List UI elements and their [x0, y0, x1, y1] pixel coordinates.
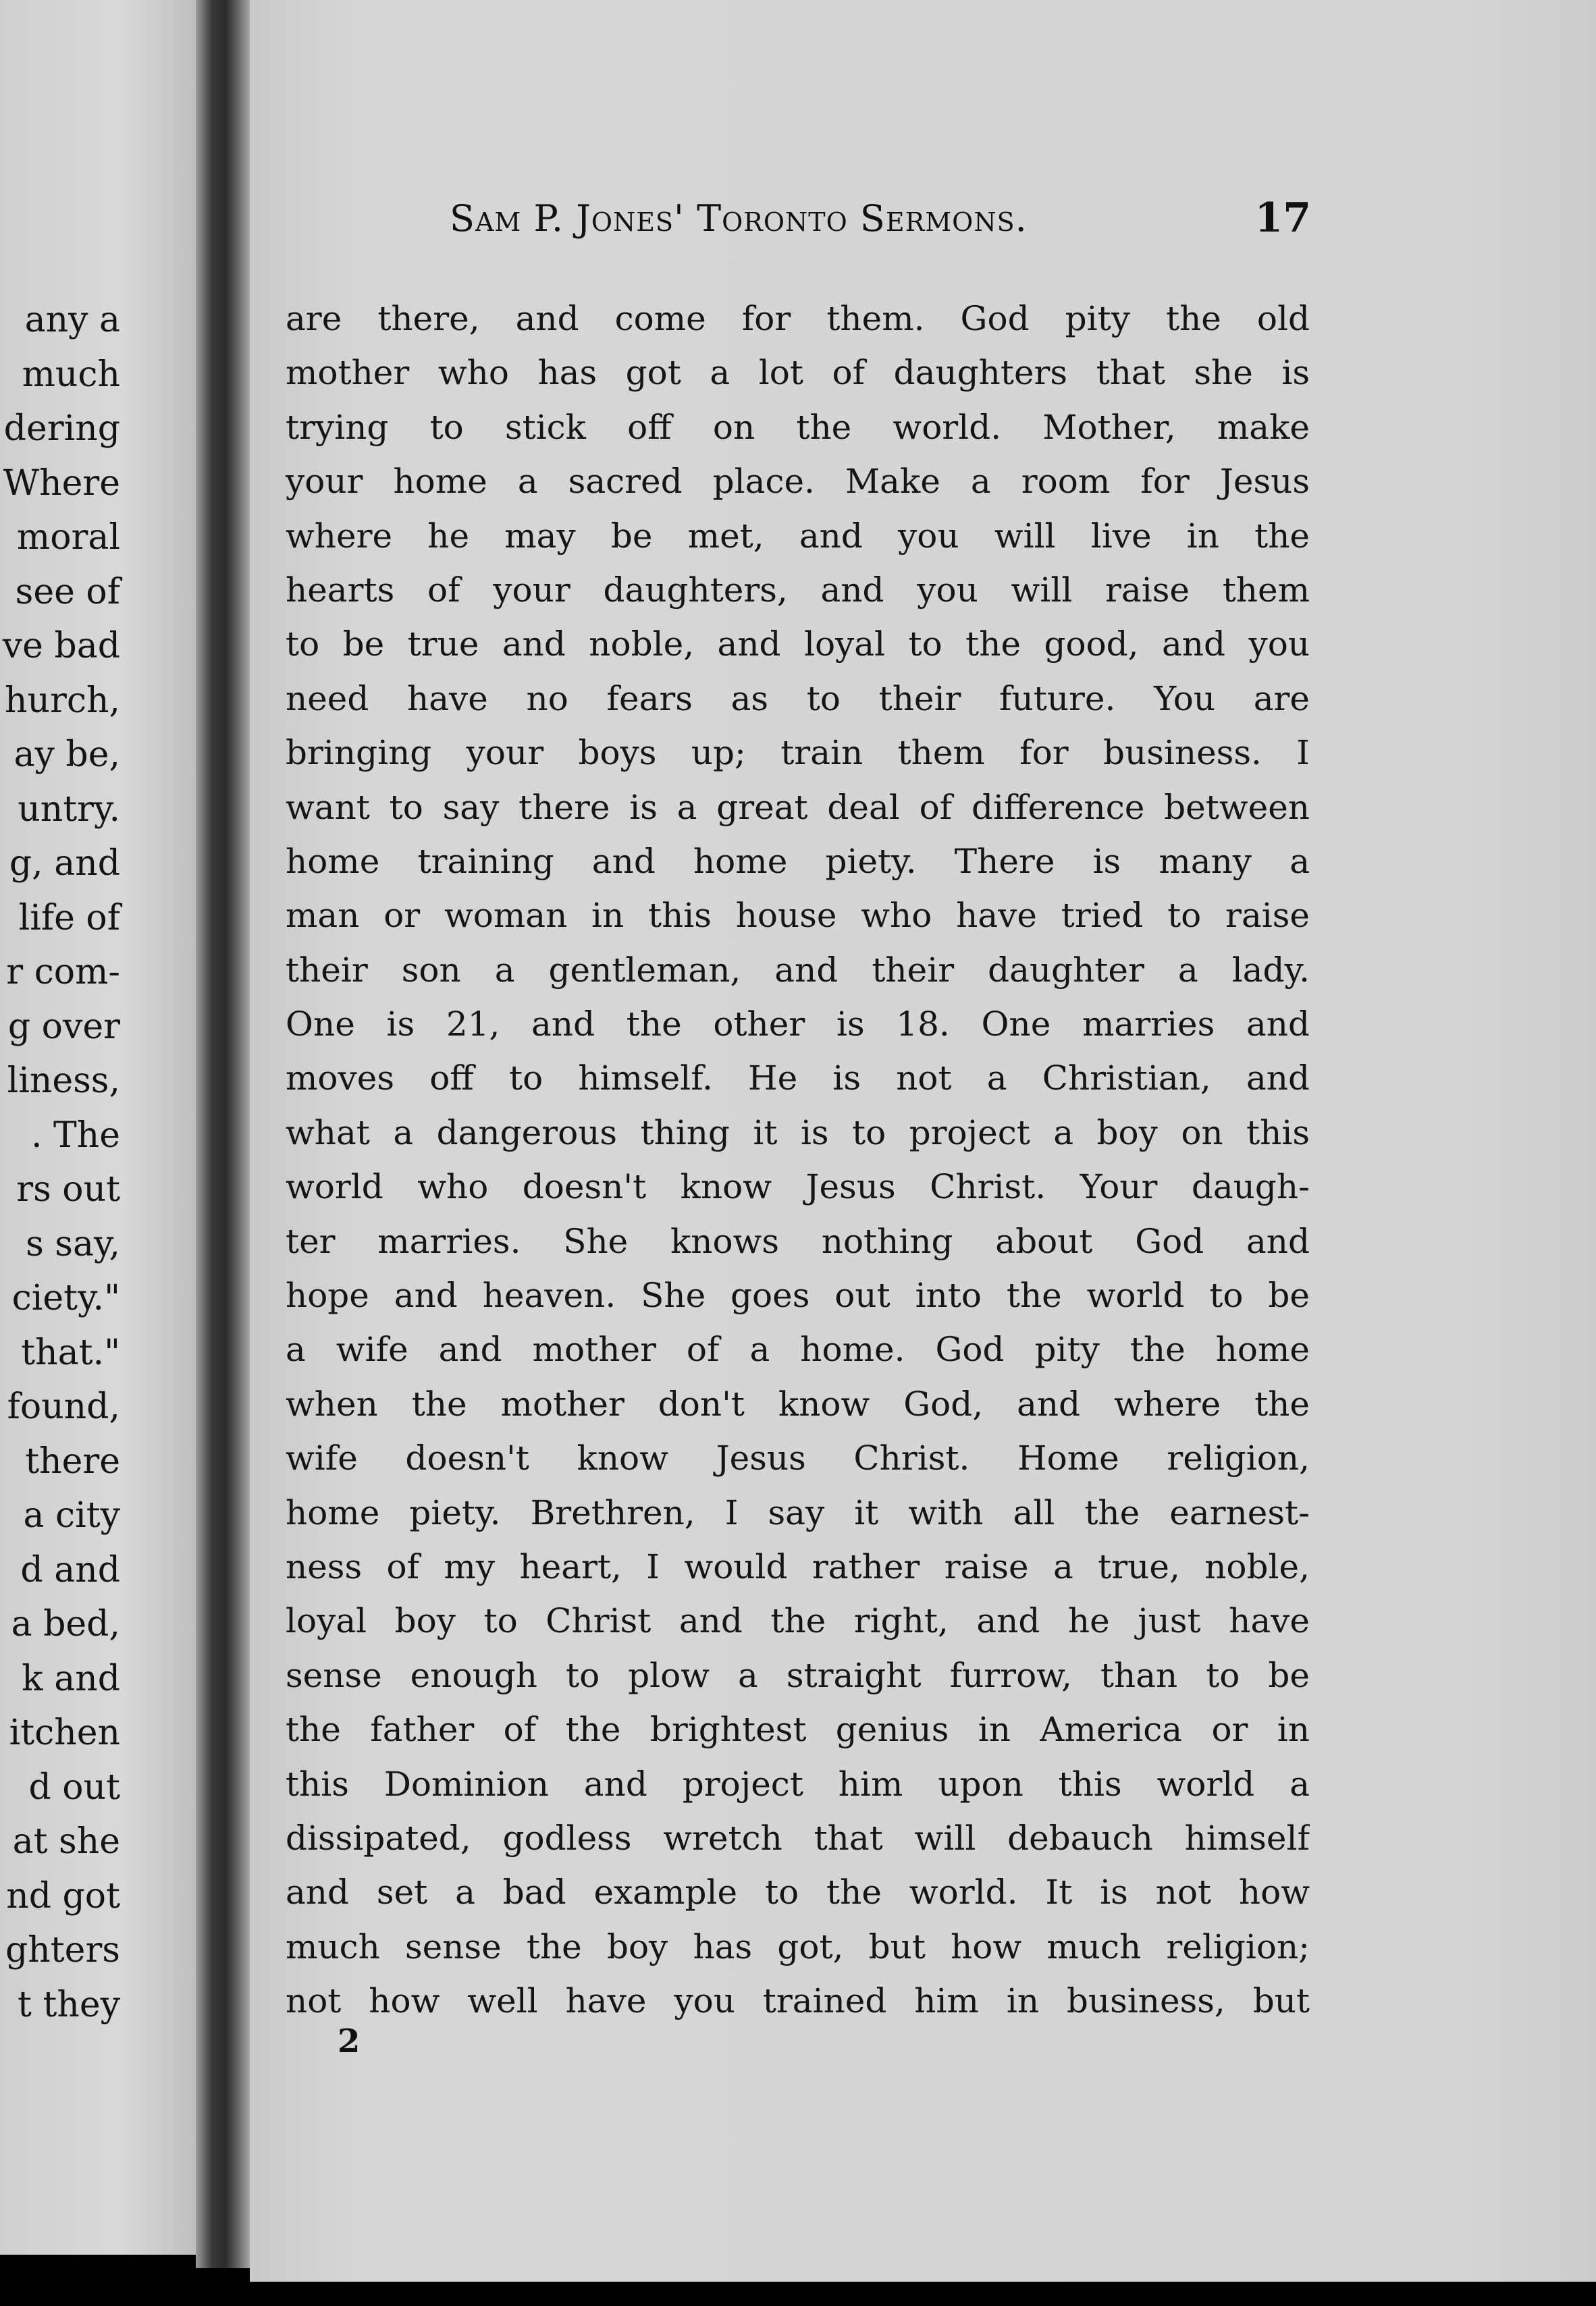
body-line: are there, and come for them. God pity the old — [286, 299, 1310, 338]
left-line: Where — [3, 462, 120, 504]
body-line: the father of the brightest genius in America or in — [286, 1710, 1310, 1750]
left-page-text-fragments — [3, 293, 120, 2032]
left-line: any a — [24, 300, 120, 340]
left-line: g over — [7, 1006, 120, 1047]
body-line: mother who has got a lot of daughters that she is — [286, 353, 1310, 393]
left-line: ciety." — [11, 1278, 120, 1318]
left-line: see of — [15, 571, 120, 612]
left-line: ve bad — [2, 626, 120, 666]
body-line: hope and heaven. She goes out into the world to be — [286, 1276, 1310, 1316]
left-line: r com- — [6, 952, 120, 992]
body-line: One is 21, and the other is 18. One marries and — [286, 1004, 1310, 1044]
body-line: wife doesn't know Jesus Christ. Home religion, — [286, 1439, 1310, 1478]
body-line: moves off to himself. He is not a Christian, and — [286, 1058, 1310, 1098]
body-line: this Dominion and project him upon this world a — [286, 1764, 1310, 1804]
running-head-title: Sam P. Jones' Toronto Sermons. — [450, 197, 1028, 240]
running-head — [250, 194, 1311, 251]
left-line: at she — [12, 1821, 120, 1862]
left-facing-page — [0, 0, 203, 2255]
left-line: much — [22, 354, 120, 395]
body-line: home piety. Brethren, I say it with all the earnest- — [286, 1493, 1310, 1532]
left-line: s say, — [26, 1223, 120, 1264]
body-line: loyal boy to Christ and the right, and he just have — [286, 1601, 1310, 1641]
left-line: nd got — [6, 1875, 120, 1916]
left-line: a bed, — [11, 1604, 120, 1644]
left-line: d and — [20, 1549, 120, 1590]
left-line: life of — [18, 897, 120, 938]
left-line: itchen — [9, 1713, 120, 1753]
page-number: 17 — [1254, 194, 1311, 242]
left-line: ghters — [5, 1930, 120, 1970]
left-line: k and — [22, 1658, 120, 1699]
body-line: and set a bad example to the world. It is not how — [286, 1873, 1310, 1912]
left-line: a city — [23, 1495, 120, 1536]
body-line: ter marries. She knows nothing about God and — [286, 1221, 1310, 1261]
left-line: . The — [30, 1115, 120, 1156]
body-line: sense enough to plow a straight furrow, than to be — [286, 1655, 1310, 1695]
body-line: not how well have you trained him in business, but — [286, 1981, 1310, 2021]
book-page — [250, 0, 1596, 2282]
left-line: ay be, — [14, 734, 120, 775]
body-line: ness of my heart, I would rather raise a true, noble, — [286, 1547, 1310, 1586]
left-line: d out — [28, 1767, 120, 1808]
body-line: when the mother don't know God, and where the — [286, 1384, 1310, 1424]
left-line: liness, — [7, 1061, 120, 1101]
left-line: t they — [18, 1984, 120, 2025]
left-line: g, and — [9, 843, 120, 884]
body-line: world who doesn't know Jesus Christ. Your daugh- — [286, 1167, 1310, 1207]
left-line: dering — [3, 408, 120, 449]
body-line: home training and home piety. There is many a — [286, 841, 1310, 881]
left-line: that." — [21, 1332, 120, 1373]
body-line: to be true and noble, and loyal to the good, and you — [286, 624, 1310, 664]
body-line: your home a sacred place. Make a room for Jesus — [286, 462, 1310, 502]
body-line: bringing your boys up; train them for business. I — [286, 733, 1310, 773]
left-line: there — [25, 1441, 120, 1482]
body-line: where he may be met, and you will live in the — [286, 516, 1310, 556]
body-line: what a dangerous thing it is to project a boy on this — [286, 1112, 1310, 1152]
body-line: much sense the boy has got, but how much religion; — [286, 1927, 1310, 1966]
book-gutter — [196, 0, 250, 2268]
left-line: found, — [7, 1387, 120, 1427]
body-line: their son a gentleman, and their daughter a lady. — [286, 950, 1310, 990]
left-line: hurch, — [5, 680, 120, 721]
left-line: untry. — [18, 788, 120, 830]
body-line: need have no fears as to their future. You are — [286, 678, 1310, 718]
body-line: dissipated, godless wretch that will debauch himself — [286, 1818, 1310, 1858]
body-line: man or woman in this house who have tried to raise — [286, 896, 1310, 936]
body-text — [250, 292, 1310, 2029]
body-line: hearts of your daughters, and you will raise them — [286, 570, 1310, 610]
left-line: rs out — [16, 1169, 120, 1210]
signature-mark: 2 — [338, 2022, 361, 2060]
body-line: want to say there is a great deal of difference between — [286, 787, 1310, 827]
body-line: trying to stick off on the world. Mother, make — [286, 407, 1310, 447]
left-line: moral — [16, 517, 120, 558]
body-line: a wife and mother of a home. God pity the home — [286, 1330, 1310, 1370]
